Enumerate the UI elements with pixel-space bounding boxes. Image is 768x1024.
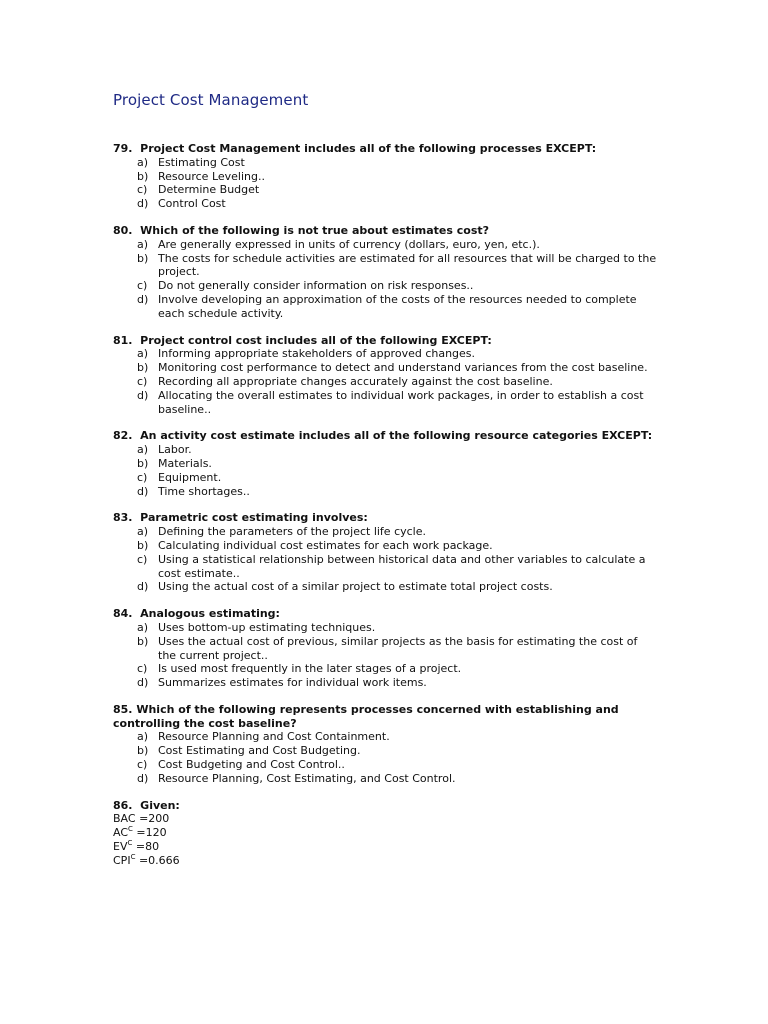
question-text: An activity cost estimate includes all of the following resource categories EXCEPT: <box>140 429 653 443</box>
option-c <box>113 279 658 293</box>
option-text: Uses bottom-up estimating techniques. <box>158 620 376 634</box>
given-label: BAC <box>113 812 136 826</box>
option-a <box>113 156 658 170</box>
option-b <box>113 539 658 553</box>
option-letter: c) <box>137 470 148 484</box>
option-letter: b) <box>137 169 149 183</box>
option-c <box>113 375 658 389</box>
option-text: Equipment. <box>158 470 222 484</box>
option-text: Resource Planning and Cost Containment. <box>158 730 390 744</box>
option-letter: d) <box>137 484 149 498</box>
question-79 <box>113 142 658 211</box>
option-letter: b) <box>137 456 149 470</box>
question-text: Which of the following represents processes concerned with establishing and controlling the cost baseline? <box>113 702 619 730</box>
option-letter: c) <box>137 374 148 388</box>
option-text: Informing appropriate stakeholders of approved changes. <box>158 347 476 361</box>
option-letter: d) <box>137 771 149 785</box>
option-text: Recording all appropriate changes accurately against the cost baseline. <box>158 374 553 388</box>
option-c <box>113 758 658 772</box>
option-list <box>113 156 658 211</box>
option-a <box>113 347 658 361</box>
question-number: 81. <box>113 333 133 347</box>
question-stem <box>113 142 658 156</box>
option-text: Calculating individual cost estimates for each work package. <box>158 538 493 552</box>
option-letter: d) <box>137 388 149 402</box>
option-letter: b) <box>137 538 149 552</box>
given-superscript: C <box>128 825 133 834</box>
given-superscript: C <box>130 852 136 861</box>
option-letter: a) <box>137 237 149 251</box>
question-number: 79. <box>113 142 133 155</box>
option-letter: c) <box>137 183 148 197</box>
question-86 <box>113 799 658 868</box>
option-c <box>113 183 658 197</box>
option-text: Estimating Cost <box>158 155 245 169</box>
option-letter: b) <box>137 744 149 758</box>
option-text: Using the actual cost of a similar project to estimate total project costs. <box>158 580 553 594</box>
option-text: Are generally expressed in units of currency (dollars, euro, yen, etc.). <box>158 237 540 251</box>
question-number: 80. <box>113 223 133 237</box>
question-number: 86. <box>113 798 133 812</box>
option-a <box>113 621 658 635</box>
option-letter: b) <box>137 634 149 648</box>
option-letter: b) <box>137 251 149 265</box>
option-d <box>113 676 658 690</box>
given-line-bac <box>113 812 658 826</box>
option-b <box>113 457 658 471</box>
question-84 <box>113 607 658 690</box>
question-stem <box>113 799 658 813</box>
question-number: 83. <box>113 511 133 525</box>
question-text: Project Cost Management includes all of the following processes EXCEPT: <box>140 142 597 155</box>
question-text: Given: <box>140 798 180 812</box>
option-text: Time shortages.. <box>158 484 250 498</box>
option-d <box>113 485 658 499</box>
option-list <box>113 525 658 594</box>
document-title: Project Cost Management <box>113 91 309 109</box>
option-a <box>113 238 658 252</box>
given-value: =120 <box>136 826 167 840</box>
option-text: Resource Leveling.. <box>158 169 265 183</box>
option-d <box>113 389 658 417</box>
option-text: Uses the actual cost of previous, similar projects as the basis for estimating the cost of the current project.. <box>158 634 638 662</box>
question-number: 84. <box>113 607 133 621</box>
question-text: Which of the following is not true about estimates cost? <box>140 223 490 237</box>
option-text: Summarizes estimates for individual work items. <box>158 676 427 690</box>
option-list <box>113 443 658 498</box>
option-c <box>113 471 658 485</box>
option-letter: c) <box>137 758 148 772</box>
question-80 <box>113 224 658 321</box>
question-text: Parametric cost estimating involves: <box>140 511 368 525</box>
option-text: Materials. <box>158 456 212 470</box>
question-stem <box>113 429 658 443</box>
option-text: Monitoring cost performance to detect and understand variances from the cost baseline. <box>158 361 648 375</box>
question-text: Project control cost includes all of the following EXCEPT: <box>140 333 492 347</box>
given-line-ac <box>113 826 658 840</box>
option-text: Using a statistical relationship between historical data and other variables to calculate a cost estimate.. <box>158 552 646 580</box>
option-letter: c) <box>137 552 148 566</box>
question-83 <box>113 511 658 594</box>
option-letter: d) <box>137 580 149 594</box>
option-b <box>113 170 658 184</box>
question-stem <box>113 703 658 731</box>
option-letter: a) <box>137 525 149 539</box>
question-list <box>113 142 658 881</box>
question-text: Analogous estimating: <box>140 607 280 621</box>
question-81 <box>113 334 658 417</box>
option-list <box>113 347 658 416</box>
option-b <box>113 252 658 280</box>
given-line-ev <box>113 840 658 854</box>
option-c <box>113 553 658 581</box>
option-text: Determine Budget <box>158 183 260 197</box>
option-text: Labor. <box>158 443 192 457</box>
question-85 <box>113 703 658 786</box>
given-label: EV <box>113 840 128 854</box>
option-c <box>113 662 658 676</box>
question-number: 82. <box>113 429 133 443</box>
option-letter: a) <box>137 730 149 744</box>
option-letter: a) <box>137 620 149 634</box>
option-text: The costs for schedule activities are estimated for all resources that will be charged to the project. <box>158 251 657 279</box>
option-text: Involve developing an approximation of the costs of the resources needed to complete each schedule activity. <box>158 292 637 320</box>
option-letter: d) <box>137 292 149 306</box>
option-letter: b) <box>137 361 149 375</box>
question-stem <box>113 334 658 348</box>
given-label: AC <box>113 826 129 840</box>
option-d <box>113 772 658 786</box>
given-superscript: C <box>127 839 133 848</box>
option-d <box>113 197 658 211</box>
given-label: CPI <box>113 853 131 867</box>
option-letter: d) <box>137 676 149 690</box>
option-text: Allocating the overall estimates to individual work packages, in order to establish a cost baseline.. <box>158 388 644 416</box>
question-stem <box>113 511 658 525</box>
option-text: Cost Budgeting and Cost Control.. <box>158 758 345 772</box>
question-number: 85. <box>113 702 133 716</box>
option-d <box>113 580 658 594</box>
option-a <box>113 443 658 457</box>
question-82 <box>113 429 658 498</box>
question-stem <box>113 224 658 238</box>
option-letter: a) <box>137 443 149 457</box>
option-text: Resource Planning, Cost Estimating, and Cost Control. <box>158 771 456 785</box>
option-list <box>113 730 658 785</box>
given-value: =0.666 <box>138 853 180 867</box>
option-b <box>113 635 658 663</box>
option-list <box>113 238 658 321</box>
option-text: Control Cost <box>158 197 226 211</box>
option-text: Defining the parameters of the project life cycle. <box>158 525 426 539</box>
option-text: Is used most frequently in the later stages of a project. <box>158 662 462 676</box>
option-a <box>113 525 658 539</box>
given-value: =200 <box>139 812 170 826</box>
option-b <box>113 361 658 375</box>
question-stem <box>113 607 658 621</box>
option-letter: a) <box>137 347 149 361</box>
option-d <box>113 293 658 321</box>
given-value: =80 <box>135 840 160 854</box>
option-letter: c) <box>137 662 148 676</box>
option-a <box>113 730 658 744</box>
option-text: Do not generally consider information on risk responses.. <box>158 279 474 293</box>
option-text: Cost Estimating and Cost Budgeting. <box>158 744 361 758</box>
given-line-cpi <box>113 854 658 868</box>
option-list <box>113 621 658 690</box>
given-values <box>113 812 658 867</box>
option-letter: c) <box>137 279 148 293</box>
option-b <box>113 744 658 758</box>
option-letter: d) <box>137 197 149 211</box>
option-letter: a) <box>137 155 149 169</box>
